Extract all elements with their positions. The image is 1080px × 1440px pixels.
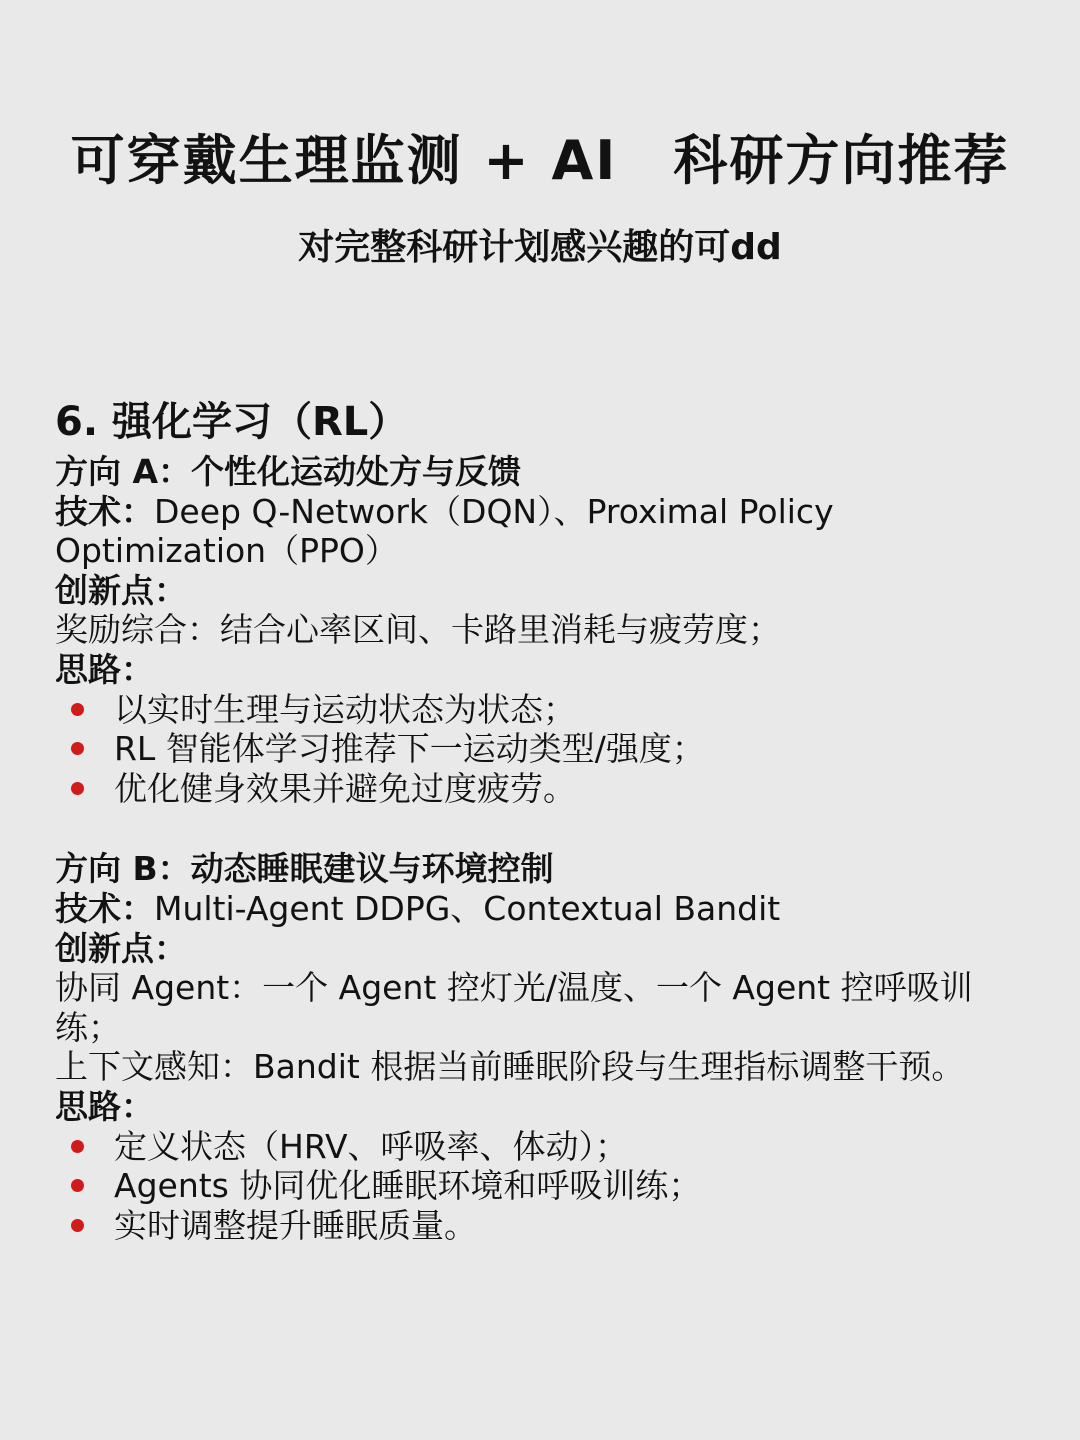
direction-b-innovation-line-1: 协同 Agent：一个 Agent 控灯光/温度、一个 Agent 控呼吸训练； [55, 968, 973, 1047]
bullet-dot-icon [71, 1219, 84, 1232]
direction-a-innovation-text: 奖励综合：结合心率区间、卡路里消耗与疲劳度； [55, 610, 781, 650]
bullet-dot-icon [71, 1179, 84, 1192]
direction-b-tech [55, 889, 1035, 929]
list-item [55, 1127, 1035, 1167]
list-item-text: 定义状态（HRV、呼吸率、体动）； [114, 1126, 629, 1166]
content-body [55, 394, 1035, 1245]
section-heading: 6. 强化学习（RL） [55, 399, 409, 445]
bullet-dot-icon [71, 782, 84, 795]
direction-a-tech [55, 492, 1035, 571]
list-item [55, 769, 1035, 809]
tech-value: Multi-Agent DDPG、Contextual Bandit [154, 888, 781, 928]
direction-a-approach-label: 思路： [55, 649, 154, 689]
page-subtitle: 对完整科研计划感兴趣的可dd [298, 227, 782, 268]
list-item-text: RL 智能体学习推荐下一运动类型/强度； [114, 729, 705, 769]
direction-a [55, 452, 1035, 808]
list-item [55, 690, 1035, 730]
bullet-dot-icon [71, 703, 84, 716]
direction-b-innovation-label: 创新点： [55, 928, 187, 968]
list-item-text: Agents 协同优化睡眠环境和呼吸训练； [114, 1166, 702, 1206]
direction-b-bullet-list [55, 1127, 1035, 1246]
list-item-text: 以实时生理与运动状态为状态； [114, 689, 576, 729]
direction-a-title: 方向 A：个性化运动处方与反馈 [55, 452, 522, 491]
direction-a-bullet-list [55, 690, 1035, 809]
spacer [55, 808, 1035, 849]
tech-value: Deep Q-Network（DQN）、Proximal Policy Optimization（PPO） [55, 491, 834, 571]
list-item [55, 1206, 1035, 1246]
tech-label: 技术： [55, 888, 154, 928]
list-item [55, 729, 1035, 769]
list-item-text: 优化健身效果并避免过度疲劳。 [114, 768, 576, 808]
page-title: 可穿戴生理监测 + AI 科研方向推荐 [70, 129, 1010, 192]
direction-b-title: 方向 B：动态睡眠建议与环境控制 [55, 849, 554, 889]
bullet-dot-icon [71, 1140, 84, 1153]
list-item [55, 1166, 1035, 1206]
direction-b-innovation-line-2: 上下文感知：Bandit 根据当前睡眠阶段与生理指标调整干预。 [55, 1047, 965, 1087]
direction-b [55, 849, 1035, 1245]
bullet-dot-icon [71, 742, 84, 755]
direction-b-approach-label: 思路： [55, 1086, 154, 1126]
tech-label: 技术： [55, 491, 154, 531]
list-item-text: 实时调整提升睡眠质量。 [114, 1205, 477, 1245]
direction-a-innovation-label: 创新点： [55, 570, 187, 610]
